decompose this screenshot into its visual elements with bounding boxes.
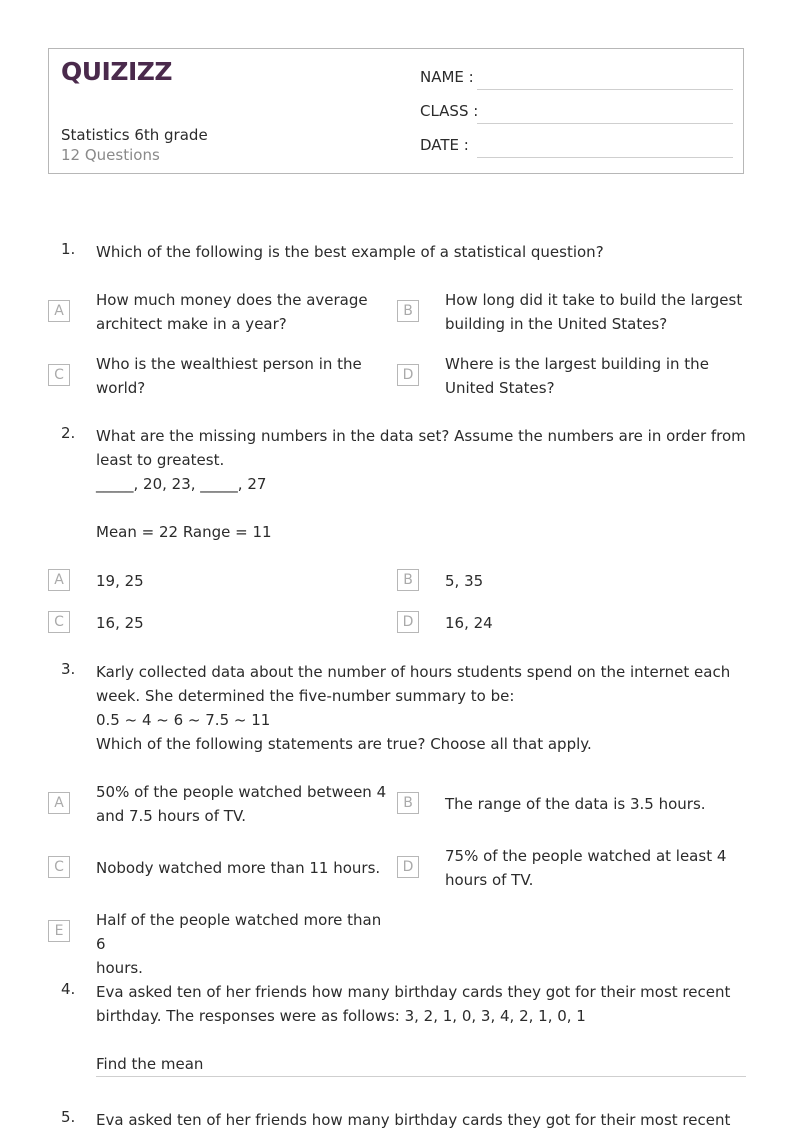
question-number: 3. [61,660,76,678]
question-line: Mean = 22 Range = 11 [96,523,272,541]
option-line: world? [96,379,146,397]
option-box[interactable]: A [48,792,70,814]
question-line: Eva asked ten of her friends how many birthday cards they got for their most recent [96,983,731,1001]
option-text [96,611,388,635]
question-line: 0.5 ~ 4 ~ 6 ~ 7.5 ~ 11 [96,711,271,729]
question-number: 4. [61,980,76,998]
question-line: Find the mean [96,1055,204,1073]
name-label: NAME : [420,68,474,86]
option-line: hours of TV. [445,871,534,889]
option-box[interactable]: C [48,611,70,633]
option-text [96,780,388,828]
option-line: Nobody watched more than 11 hours. [96,859,381,877]
option-text [96,569,388,593]
option-line: How much money does the average [96,291,368,309]
option-line: 16, 25 [96,614,144,632]
question-number: 5. [61,1108,76,1126]
question-line: week. She determined the five-number summary to be: [96,687,515,705]
question-number: 2. [61,424,76,442]
option-box[interactable]: C [48,364,70,386]
option-line: United States? [445,379,555,397]
option-text [445,288,745,336]
answer-line[interactable] [96,1076,746,1077]
option-line: The range of the data is 3.5 hours. [445,795,706,813]
class-label: CLASS : [420,102,479,120]
option-box[interactable]: C [48,856,70,878]
question-line: Which of the following is the best example of a statistical question? [96,243,604,261]
question-line [96,496,746,520]
option-box[interactable]: B [397,300,419,322]
question-line: Which of the following statements are true? Choose all that apply. [96,735,592,753]
name-field[interactable] [477,89,733,90]
option-box[interactable]: A [48,569,70,591]
option-text [96,856,388,880]
option-box[interactable]: E [48,920,70,942]
question-line: _____, 20, 23, _____, 27 [96,475,267,493]
question-line: Eva asked ten of her friends how many birthday cards they got for their most recent [96,1111,731,1129]
option-box[interactable]: A [48,300,70,322]
option-line: 75% of the people watched at least 4 [445,847,727,865]
question-count: 12 Questions [61,146,160,164]
option-box[interactable]: D [397,611,419,633]
option-line: 16, 24 [445,614,493,632]
question-text [96,1108,746,1132]
option-line: Who is the wealthiest person in the [96,355,362,373]
option-line: 19, 25 [96,572,144,590]
option-text [96,288,388,336]
question-text [96,240,746,264]
option-line: architect make in a year? [96,315,287,333]
option-box[interactable]: B [397,792,419,814]
date-field[interactable] [477,157,733,158]
question-line: What are the missing numbers in the data set? Assume the numbers are in order from [96,427,746,445]
option-line: building in the United States? [445,315,668,333]
question-line: least to greatest. [96,451,225,469]
option-text [445,844,745,892]
class-field[interactable] [477,123,733,124]
quizizz-logo: QUIZIZZ [61,57,173,86]
question-text [96,424,746,544]
question-text [96,980,746,1076]
option-line: Where is the largest building in the [445,355,709,373]
option-box[interactable]: B [397,569,419,591]
option-line: 50% of the people watched between 4 [96,783,387,801]
option-line: Half of the people watched more than 6 [96,911,382,953]
date-label: DATE : [420,136,469,154]
worksheet-header [48,48,744,174]
question-text [96,660,746,756]
option-line: hours. [96,959,143,977]
option-text [445,792,745,816]
worksheet-title: Statistics 6th grade [61,126,208,144]
option-text [96,352,388,400]
option-text [96,908,388,980]
option-text [445,569,737,593]
option-line: How long did it take to build the largest [445,291,743,309]
option-text [445,611,737,635]
option-box[interactable]: D [397,856,419,878]
option-line: and 7.5 hours of TV. [96,807,247,825]
question-line: birthday. The responses were as follows: 3, 2, 1, 0, 3, 4, 2, 1, 0, 1 [96,1007,586,1025]
question-line [96,1028,746,1052]
question-number: 1. [61,240,76,258]
question-line: Karly collected data about the number of hours students spend on the internet each [96,663,731,681]
option-line: 5, 35 [445,572,484,590]
option-box[interactable]: D [397,364,419,386]
option-text [445,352,745,400]
